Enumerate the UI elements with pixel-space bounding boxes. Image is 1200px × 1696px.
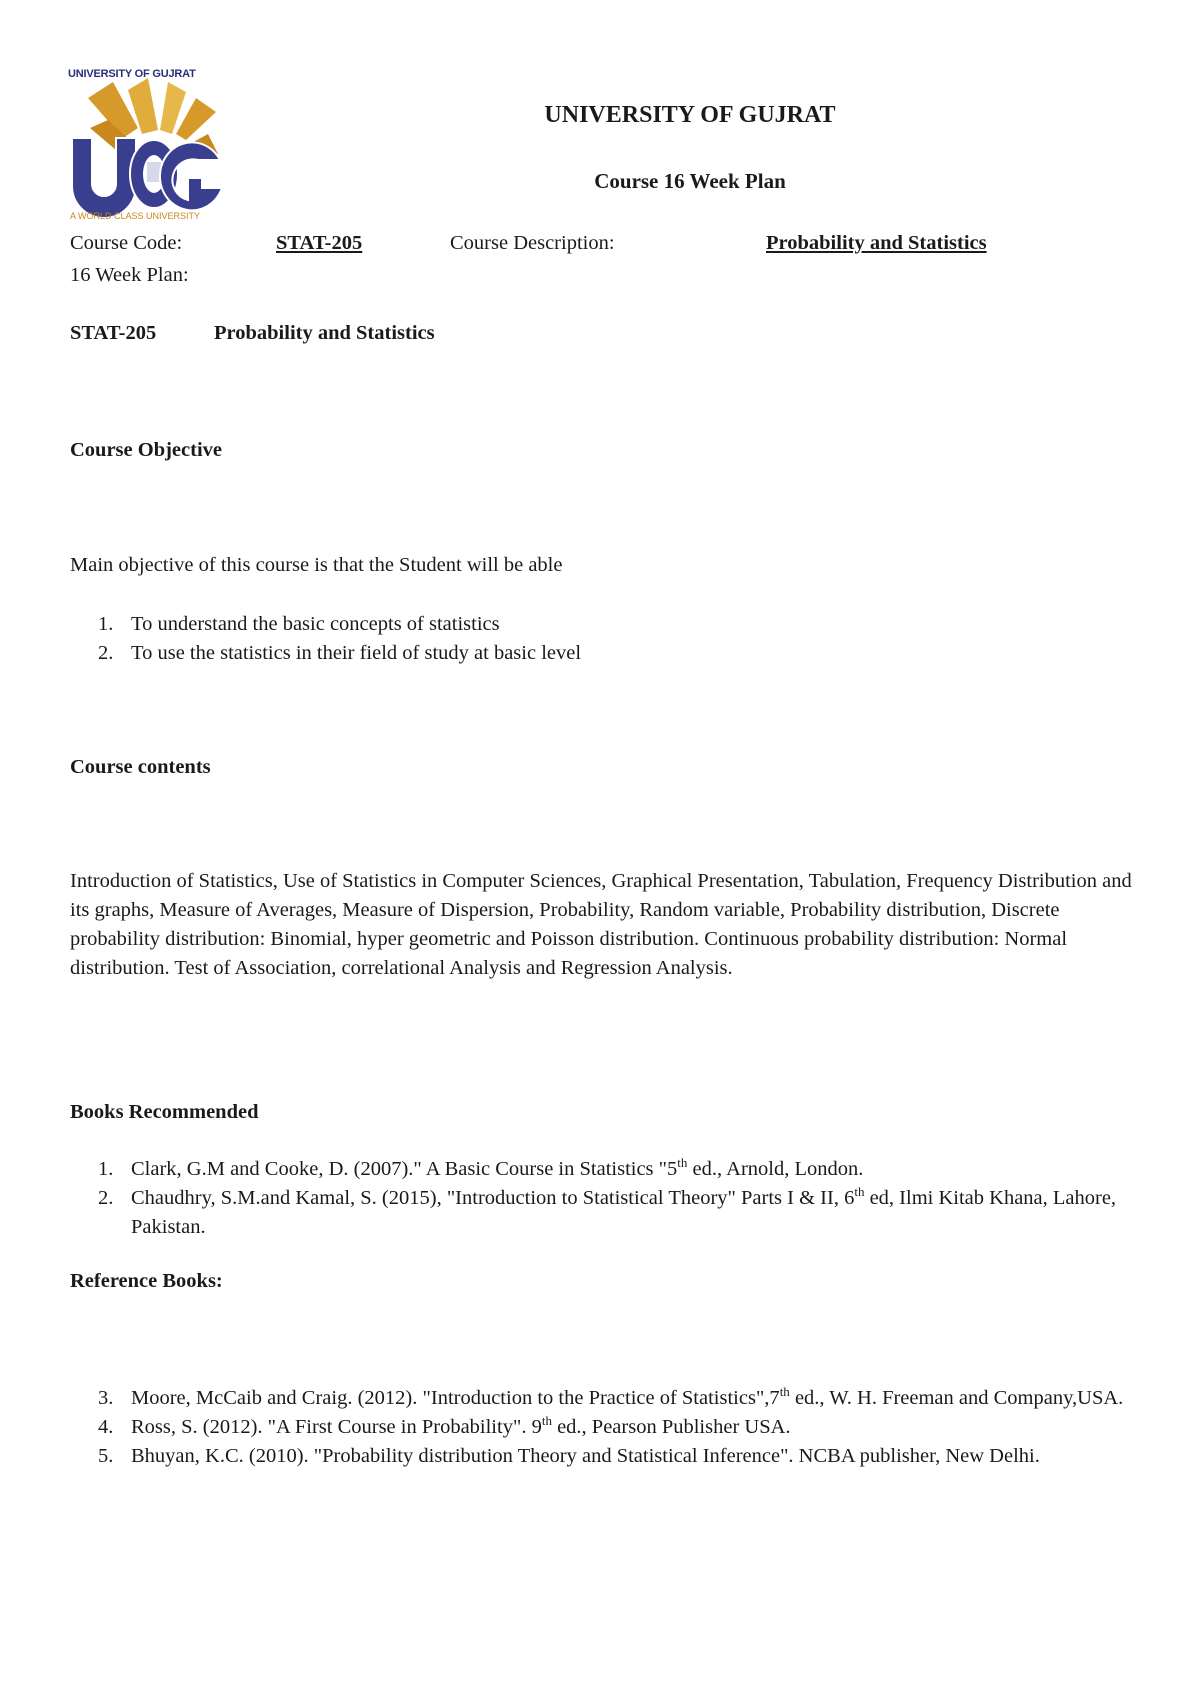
- list-number: 5.: [98, 1445, 114, 1467]
- objective-list: [70, 610, 1150, 668]
- objective-intro: Main objective of this course is that the Student will be able: [70, 554, 563, 576]
- references-heading: Reference Books:: [70, 1270, 223, 1292]
- plan-title: Course 16 Week Plan: [594, 169, 786, 193]
- book-text-after: ed., W. H. Freeman and Company,USA.: [789, 1387, 1124, 1409]
- book-text-before: Clark, G.M and Cooke, D. (2007)." A Basic Course in Statistics "5: [131, 1158, 678, 1180]
- book-text-before: Moore, McCaib and Craig. (2012). "Introduction to the Practice of Statistics",7: [131, 1387, 780, 1409]
- list-text: To use the statistics in their field of study at basic level: [131, 642, 582, 664]
- book-superscript: th: [779, 1384, 790, 1400]
- book-text-after: ed, Ilmi Kitab Khana, Lahore, Pakistan.: [131, 1187, 1117, 1238]
- books-list: [70, 1155, 1150, 1242]
- list-item: [70, 1442, 1150, 1471]
- list-item: [70, 1184, 1150, 1242]
- list-number: 4.: [98, 1416, 114, 1438]
- course-heading-title: Probability and Statistics: [214, 322, 435, 344]
- book-superscript: th: [854, 1184, 865, 1200]
- course-description-label: Course Description:: [450, 232, 615, 254]
- book-text-after: ed., Arnold, London.: [687, 1158, 864, 1180]
- list-item: [70, 610, 1150, 639]
- list-item: [70, 1155, 1150, 1184]
- list-item: [70, 639, 1150, 668]
- logo-bottom-text: A WORLD CLASS UNIVERSITY: [70, 211, 201, 221]
- objective-heading: Course Objective: [70, 439, 222, 461]
- course-heading-code: STAT-205: [70, 322, 157, 344]
- book-text-before: Chaudhry, S.M.and Kamal, S. (2015), "Introduction to Statistical Theory" Parts I & II, 6: [131, 1187, 855, 1209]
- book-text-after: ed., Pearson Publisher USA.: [551, 1416, 791, 1438]
- book-text-before: Ross, S. (2012). "A First Course in Probability". 9: [131, 1416, 542, 1438]
- book-superscript: th: [677, 1155, 688, 1171]
- references-list: [70, 1384, 1150, 1471]
- contents-paragraph: Introduction of Statistics, Use of Statistics in Computer Sciences, Graphical Presentation, Tabulation, Frequency Distribution and its graphs, Measure of Averages, Measure of Dispersion, Probability, Random variable, Probability distribution, Discrete probability distribution: Binomial, hyper geometric and Poisson distribution. Continuous probability distribution: Normal distribution. Test of Association, correlational Analysis and Regression Analysis.: [70, 870, 1132, 979]
- course-code-label: Course Code:: [70, 232, 183, 254]
- university-title: UNIVERSITY OF GUJRAT: [544, 102, 836, 128]
- books-heading: Books Recommended: [70, 1101, 259, 1123]
- list-number: 1.: [98, 613, 114, 635]
- book-superscript: th: [541, 1413, 552, 1429]
- list-item: [70, 1384, 1150, 1413]
- contents-heading: Course contents: [70, 756, 211, 778]
- list-number: 3.: [98, 1387, 114, 1409]
- list-number: 2.: [98, 642, 114, 664]
- list-number: 1.: [98, 1158, 114, 1180]
- course-description-value: Probability and Statistics: [766, 232, 987, 254]
- logo-top-text: UNIVERSITY OF GUJRAT: [68, 68, 196, 80]
- week-plan-label: 16 Week Plan:: [70, 264, 189, 286]
- logo-mark: [68, 68, 228, 228]
- list-item: [70, 1413, 1150, 1442]
- list-text: To understand the basic concepts of statistics: [131, 613, 500, 635]
- book-text-before: Bhuyan, K.C. (2010). "Probability distribution Theory and Statistical Inference". NCBA publisher, New Delhi.: [131, 1445, 1040, 1467]
- university-logo: [68, 68, 228, 228]
- course-code-value: STAT-205: [276, 232, 363, 254]
- list-number: 2.: [98, 1187, 114, 1209]
